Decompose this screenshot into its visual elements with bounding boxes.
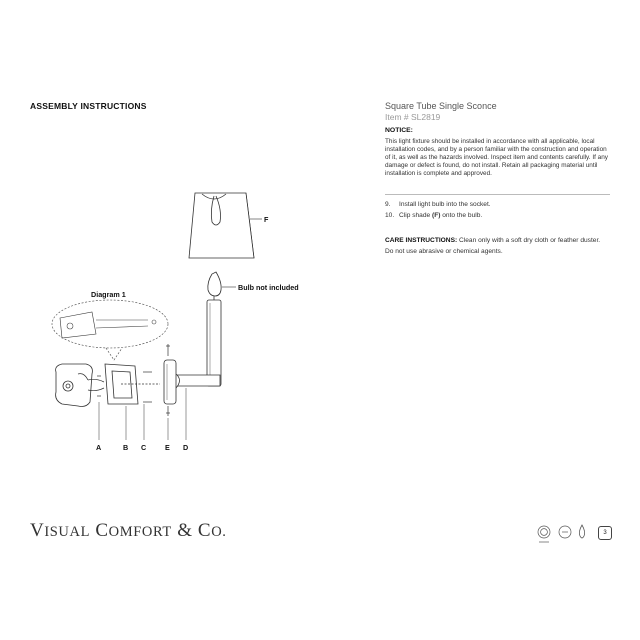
sconce-arm [176,300,221,388]
label-f: F [264,215,269,224]
step-number: 9. [385,201,391,208]
step-number: 10. [385,212,395,219]
brand-smallcaps: O. [211,524,227,540]
brand-smallcaps: ISUAL [44,524,91,540]
label-e: E [165,443,170,452]
step-text: Install light bulb into the socket. [399,201,491,208]
ul-listed-icon [538,526,550,542]
brand-amp: & C [171,520,212,541]
etl-icon [559,526,571,538]
mounting-screws [143,372,152,402]
care-heading: CARE INSTRUCTIONS: [385,237,458,244]
bulb-note: Bulb not included [238,283,299,292]
item-number: Item # SL2819 [385,112,441,122]
junction-box [56,364,93,407]
mounting-bracket [105,364,160,404]
backplate [164,360,176,404]
label-c: C [141,443,147,452]
care-text: Clean only with a soft dry cloth or feather duster. Do not use abrasive or chemical agents. [385,237,601,255]
product-title: Square Tube Single Sconce [385,101,497,111]
step-part-ref: (F) [432,212,441,219]
notice-heading: NOTICE: [385,127,413,134]
step-text: Clip shade [399,212,432,219]
bulb-icon [579,525,584,538]
notice-text: This light fixture should be installed in accordance with all applicable, local installation codes, and by a person familiar with the construction and operation of it, as well as the hazards involved. Inspect item and contents carefully. If any damage or defect is found, do not install. Retain all packaging material until installation is complete and approved. [385,138,608,178]
label-d: D [183,443,189,452]
certification-icons [536,522,596,546]
label-a: A [96,443,102,452]
diagram1-title: Diagram 1 [91,290,126,299]
assembly-instructions-title: ASSEMBLY INSTRUCTIONS [30,101,147,111]
lamp-shade [189,193,254,258]
brand-smallcaps: OMFORT [108,524,172,540]
diagram1-callout [52,300,168,360]
label-b: B [123,443,129,452]
page-number-badge: 3 [598,526,612,540]
step-text-tail: onto the bulb. [440,212,483,219]
brand-logo [30,520,227,542]
brand-letter: C [95,520,109,541]
brand-letter: V [30,520,45,541]
candle-bulb [208,272,221,300]
